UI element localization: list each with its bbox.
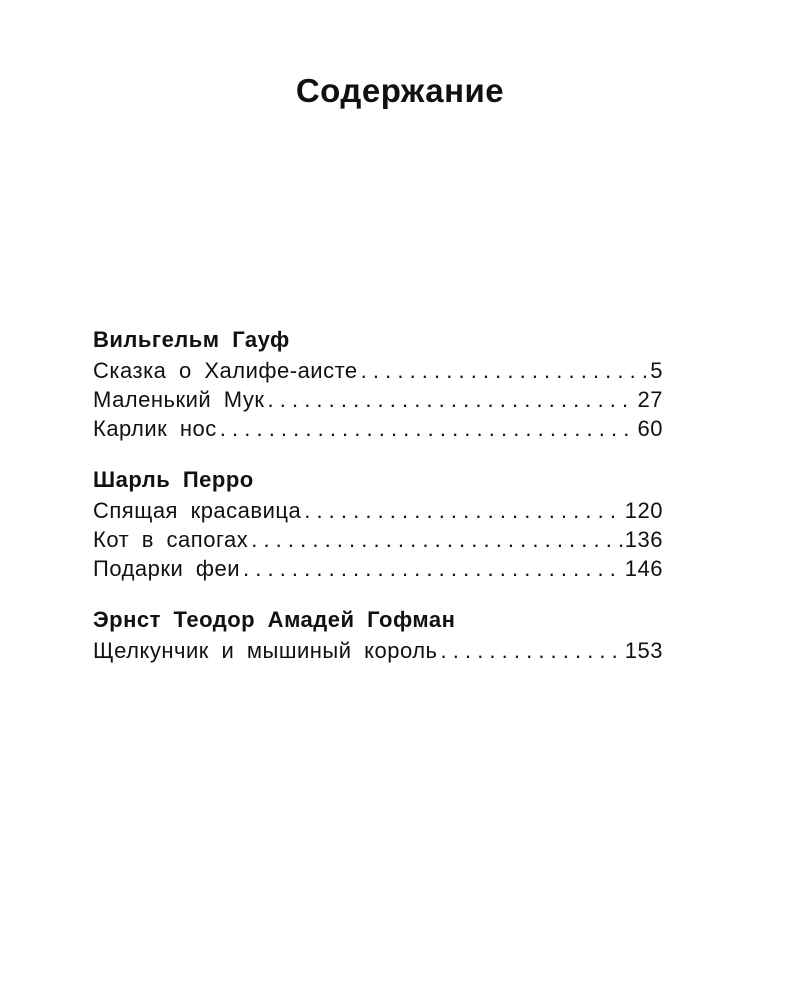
toc-entry[interactable] [93,525,663,554]
toc-entry[interactable] [93,385,663,414]
entry-page-number: 136 [624,527,663,552]
author-heading: Шарль Перро [93,467,254,492]
entry-page-number: 60 [637,416,663,441]
toc-entry[interactable] [93,414,663,443]
toc-entry[interactable] [93,356,663,385]
toc-entry[interactable] [93,636,663,665]
entry-page-number: 146 [624,556,663,581]
dot-leader [268,385,636,414]
entry-page-number: 5 [650,358,663,383]
entry-title: Щелкунчик и мышиный король [93,638,438,663]
toc-entry[interactable] [93,496,663,525]
toc-section-hoffmann [93,605,663,665]
entry-title: Маленький Мук [93,387,265,412]
dot-leader [304,496,623,525]
entry-title: Сказка о Халифе-аисте [93,358,358,383]
toc-section-perrault [93,465,663,583]
entry-title: Карлик нос [93,416,217,441]
page-title: Содержание [295,72,505,109]
entry-title: Кот в сапогах [93,527,249,552]
author-heading: Вильгельм Гауф [93,327,290,352]
dot-leader [243,554,623,583]
dot-leader [220,414,636,443]
entry-title: Спящая красавица [93,498,302,523]
toc-section-hauff [93,325,663,443]
dot-leader [441,636,623,665]
entry-page-number: 27 [637,387,663,412]
entry-title: Подарки феи [93,556,241,581]
table-of-contents [93,325,663,687]
entry-page-number: 120 [624,498,663,523]
toc-entry[interactable] [93,554,663,583]
entry-page-number: 153 [624,638,663,663]
dot-leader [251,525,623,554]
author-heading: Эрнст Теодор Амадей Гофман [93,607,456,632]
dot-leader [361,356,649,385]
